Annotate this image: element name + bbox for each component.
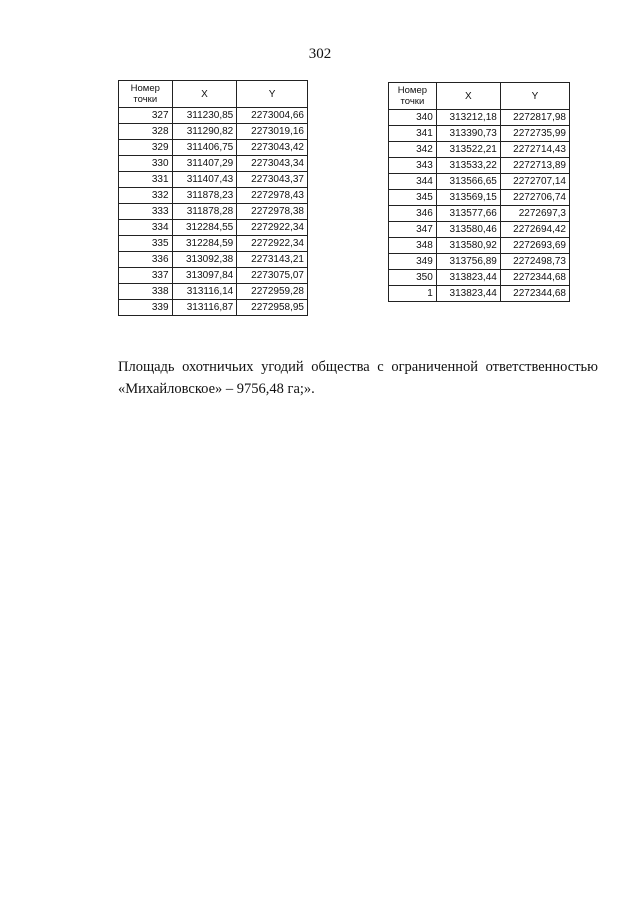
- point-number-cell: 348: [389, 238, 437, 254]
- table-row: [389, 174, 570, 190]
- table-row: [389, 222, 570, 238]
- table-row: [119, 188, 308, 204]
- table-row: [119, 236, 308, 252]
- point-number-cell: 328: [119, 124, 173, 140]
- header-y: Y: [500, 83, 569, 110]
- point-number-cell: 336: [119, 252, 173, 268]
- table-row: [119, 220, 308, 236]
- point-number-cell: 329: [119, 140, 173, 156]
- header-x: X: [172, 81, 237, 108]
- x-coordinate-cell: 313756,89: [436, 254, 500, 270]
- point-number-cell: 345: [389, 190, 437, 206]
- point-number-cell: 344: [389, 174, 437, 190]
- table-row: [389, 238, 570, 254]
- table-row: [389, 110, 570, 126]
- table-row: [389, 190, 570, 206]
- y-coordinate-cell: 2272978,38: [237, 204, 308, 220]
- table-row: [389, 142, 570, 158]
- x-coordinate-cell: 311878,28: [172, 204, 237, 220]
- x-coordinate-cell: 313116,87: [172, 300, 237, 316]
- coordinates-table-right: [388, 82, 570, 302]
- x-coordinate-cell: 311407,43: [172, 172, 237, 188]
- x-coordinate-cell: 313566,65: [436, 174, 500, 190]
- point-number-cell: 1: [389, 286, 437, 302]
- y-coordinate-cell: 2272344,68: [500, 270, 569, 286]
- table-row: [119, 156, 308, 172]
- table-row: [389, 254, 570, 270]
- x-coordinate-cell: 311878,23: [172, 188, 237, 204]
- x-coordinate-cell: 311407,29: [172, 156, 237, 172]
- y-coordinate-cell: 2272344,68: [500, 286, 569, 302]
- table-row: [389, 270, 570, 286]
- point-number-cell: 339: [119, 300, 173, 316]
- y-coordinate-cell: 2272922,34: [237, 220, 308, 236]
- table-row: [119, 204, 308, 220]
- header-y: Y: [237, 81, 308, 108]
- y-coordinate-cell: 2272697,3: [500, 206, 569, 222]
- x-coordinate-cell: 311406,75: [172, 140, 237, 156]
- table-row: [119, 252, 308, 268]
- y-coordinate-cell: 2272735,99: [500, 126, 569, 142]
- y-coordinate-cell: 2272707,14: [500, 174, 569, 190]
- y-coordinate-cell: 2273004,66: [237, 108, 308, 124]
- table-row: [119, 172, 308, 188]
- table-row: [119, 300, 308, 316]
- header-point-number: Номер точки: [389, 83, 437, 110]
- table-row: [389, 126, 570, 142]
- point-number-cell: 334: [119, 220, 173, 236]
- x-coordinate-cell: 313522,21: [436, 142, 500, 158]
- table-row: [119, 268, 308, 284]
- y-coordinate-cell: 2273043,42: [237, 140, 308, 156]
- area-statement: Площадь охотничьих угодий общества с ограниченной ответственностью «Михайловское» – 9756,48 га;».: [118, 359, 598, 397]
- y-coordinate-cell: 2272922,34: [237, 236, 308, 252]
- x-coordinate-cell: 313580,92: [436, 238, 500, 254]
- x-coordinate-cell: 313569,15: [436, 190, 500, 206]
- y-coordinate-cell: 2272498,73: [500, 254, 569, 270]
- y-coordinate-cell: 2272694,42: [500, 222, 569, 238]
- y-coordinate-cell: 2272959,28: [237, 284, 308, 300]
- x-coordinate-cell: 313580,46: [436, 222, 500, 238]
- point-number-cell: 327: [119, 108, 173, 124]
- x-coordinate-cell: 313577,66: [436, 206, 500, 222]
- table-header-row: [119, 81, 308, 108]
- y-coordinate-cell: 2273043,34: [237, 156, 308, 172]
- point-number-cell: 349: [389, 254, 437, 270]
- table-row: [119, 124, 308, 140]
- y-coordinate-cell: 2272714,43: [500, 142, 569, 158]
- point-number-cell: 335: [119, 236, 173, 252]
- y-coordinate-cell: 2272817,98: [500, 110, 569, 126]
- point-number-cell: 341: [389, 126, 437, 142]
- point-number-cell: 347: [389, 222, 437, 238]
- x-coordinate-cell: 313823,44: [436, 286, 500, 302]
- table-row: [119, 284, 308, 300]
- table-row: [389, 158, 570, 174]
- x-coordinate-cell: 313116,14: [172, 284, 237, 300]
- point-number-cell: 342: [389, 142, 437, 158]
- y-coordinate-cell: 2272958,95: [237, 300, 308, 316]
- x-coordinate-cell: 312284,59: [172, 236, 237, 252]
- y-coordinate-cell: 2273143,21: [237, 252, 308, 268]
- table-header-row: [389, 83, 570, 110]
- page-number: 302: [308, 46, 332, 62]
- point-number-cell: 331: [119, 172, 173, 188]
- x-coordinate-cell: 313390,73: [436, 126, 500, 142]
- point-number-cell: 333: [119, 204, 173, 220]
- x-coordinate-cell: 311290,82: [172, 124, 237, 140]
- y-coordinate-cell: 2273019,16: [237, 124, 308, 140]
- point-number-cell: 332: [119, 188, 173, 204]
- x-coordinate-cell: 313212,18: [436, 110, 500, 126]
- table-row: [119, 108, 308, 124]
- table-row: [389, 286, 570, 302]
- x-coordinate-cell: 311230,85: [172, 108, 237, 124]
- point-number-cell: 330: [119, 156, 173, 172]
- y-coordinate-cell: 2272693,69: [500, 238, 569, 254]
- header-x: X: [436, 83, 500, 110]
- point-number-cell: 338: [119, 284, 173, 300]
- y-coordinate-cell: 2272706,74: [500, 190, 569, 206]
- point-number-cell: 346: [389, 206, 437, 222]
- x-coordinate-cell: 313092,38: [172, 252, 237, 268]
- coordinates-table-left: [118, 80, 308, 316]
- y-coordinate-cell: 2273075,07: [237, 268, 308, 284]
- y-coordinate-cell: 2272978,43: [237, 188, 308, 204]
- point-number-cell: 350: [389, 270, 437, 286]
- point-number-cell: 337: [119, 268, 173, 284]
- x-coordinate-cell: 313097,84: [172, 268, 237, 284]
- header-point-number: Номер точки: [119, 81, 173, 108]
- point-number-cell: 340: [389, 110, 437, 126]
- point-number-cell: 343: [389, 158, 437, 174]
- x-coordinate-cell: 313533,22: [436, 158, 500, 174]
- x-coordinate-cell: 313823,44: [436, 270, 500, 286]
- table-row: [389, 206, 570, 222]
- y-coordinate-cell: 2273043,37: [237, 172, 308, 188]
- table-row: [119, 140, 308, 156]
- x-coordinate-cell: 312284,55: [172, 220, 237, 236]
- y-coordinate-cell: 2272713,89: [500, 158, 569, 174]
